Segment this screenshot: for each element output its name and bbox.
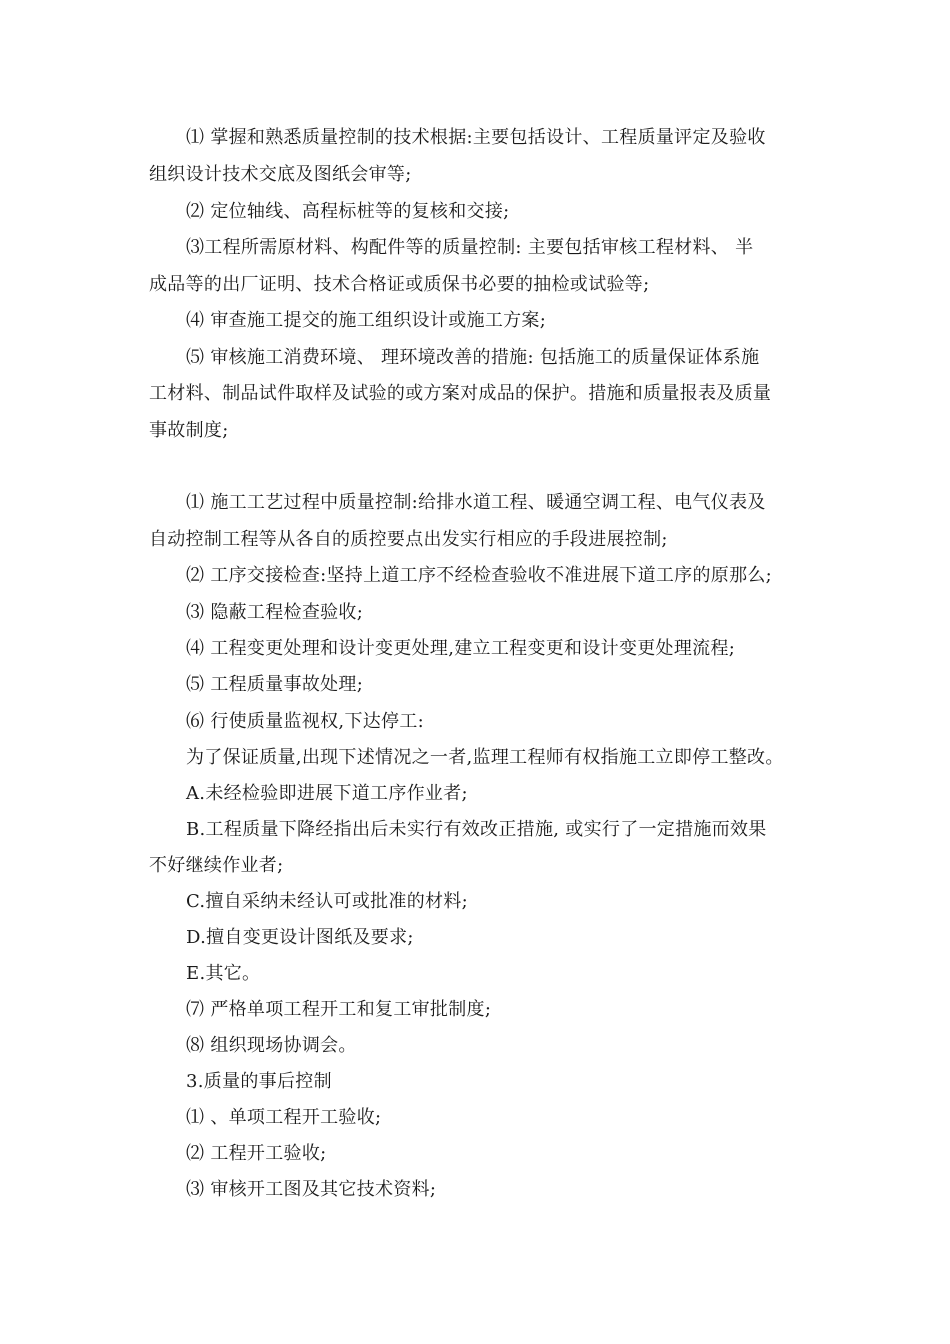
paragraph-line: ⑷ 审查施工提交的施工组织设计或施工方案; bbox=[186, 310, 547, 331]
paragraph-line: ⑺ 严格单项工程开工和复工审批制度; bbox=[186, 999, 492, 1020]
paragraph-line: 自动控制工程等从各自的质控要点出发实行相应的手段进展控制; bbox=[149, 529, 668, 550]
paragraph-line: 成品等的出厂证明、技术合格证或质保书必要的抽检或试验等; bbox=[149, 274, 650, 295]
paragraph-line: ⑶工程所需原材料、构配件等的质量控制: 主要包括审核工程材料、 半 bbox=[186, 237, 754, 258]
paragraph-line: ⑸ 工程质量事故处理; bbox=[186, 674, 364, 695]
paragraph-line: ⑷ 工程变更处理和设计变更处理,建立工程变更和设计变更处理流程; bbox=[186, 638, 736, 659]
paragraph-line: ⑶ 隐蔽工程检查验收; bbox=[186, 602, 364, 623]
paragraph-line: ⑹ 行使质量监视权,下达停工: bbox=[186, 711, 425, 732]
paragraph-line: 组织设计技术交底及图纸会审等; bbox=[149, 164, 412, 185]
paragraph-line: ⑵ 定位轴线、高程标桩等的复核和交接; bbox=[186, 201, 510, 222]
paragraph-line: 为了保证质量,出现下述情况之一者,监理工程师有权指施工立即停工整改。 bbox=[186, 747, 784, 768]
paragraph-line: ⑸ 审核施工消费环境、 理环境改善的措施: 包括施工的质量保证体系施 bbox=[186, 347, 760, 368]
paragraph-line: ⑻ 组织现场协调会。 bbox=[186, 1035, 357, 1056]
paragraph-line: ⑴ 掌握和熟悉质量控制的技术根据:主要包括设计、工程质量评定及验收 bbox=[186, 127, 766, 148]
paragraph-line: D.擅自变更设计图纸及要求; bbox=[186, 927, 414, 948]
paragraph-line: 工材料、制品试件取样及试验的或方案对成品的保护。措施和质量报表及质量 bbox=[149, 383, 772, 404]
paragraph-line: ⑴ 、单项工程开工验收; bbox=[186, 1107, 382, 1128]
section-heading: 3.质量的事后控制 bbox=[186, 1071, 332, 1092]
paragraph-line: 事故制度; bbox=[149, 420, 229, 441]
paragraph-line: 不好继续作业者; bbox=[149, 855, 284, 876]
paragraph-line: ⑵ 工程开工验收; bbox=[186, 1143, 327, 1164]
paragraph-line: ⑵ 工序交接检查:坚持上道工序不经检查验收不准进展下道工序的原那么; bbox=[186, 565, 773, 586]
paragraph-line: ⑶ 审核开工图及其它技术资料; bbox=[186, 1179, 437, 1200]
paragraph-line: B.工程质量下降经指出后未实行有效改正措施, 或实行了一定措施而效果 bbox=[186, 819, 767, 840]
paragraph-line: ⑴ 施工工艺过程中质量控制:给排水道工程、暖通空调工程、电气仪表及 bbox=[186, 492, 766, 513]
paragraph-line: C.擅自采纳未经认可或批准的材料; bbox=[186, 891, 469, 912]
paragraph-line: A.未经检验即进展下道工序作业者; bbox=[186, 783, 468, 804]
paragraph-line: E.其它。 bbox=[186, 963, 261, 984]
